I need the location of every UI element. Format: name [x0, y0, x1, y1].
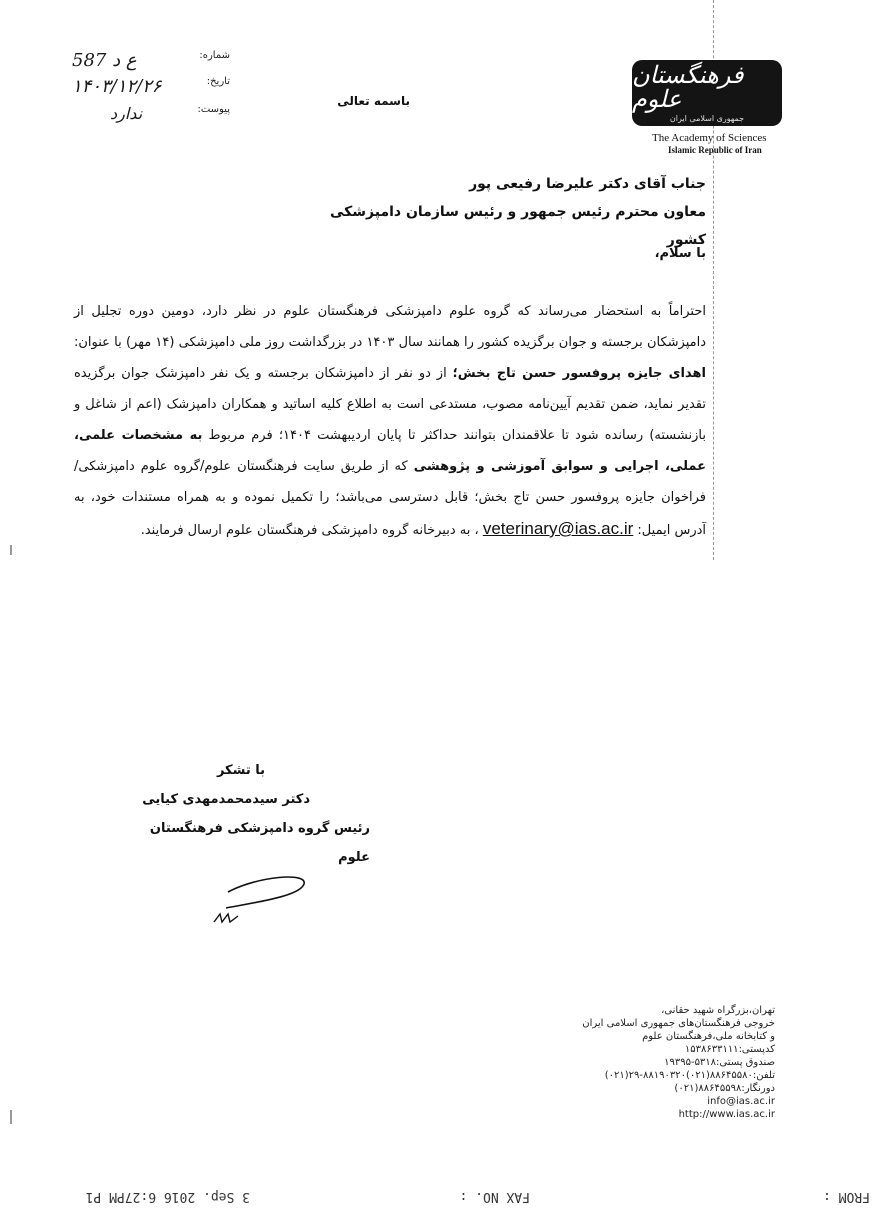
signer-name: دکتر سیدمحمدمهدی کیایی	[142, 792, 310, 807]
award-title: اهدای جایزه پروفسور حسن تاج بخش؛	[452, 366, 706, 381]
number-label: شماره:	[199, 50, 230, 61]
footer-address	[560, 1004, 775, 1121]
email-link[interactable]: veterinary@ias.ac.ir	[482, 519, 634, 538]
footer-email[interactable]: info@ias.ac.ir	[707, 1096, 775, 1107]
footer-po-box: صندوق پستی:۵۳۱۸-۱۹۳۹۵	[664, 1057, 775, 1068]
greeting: با سلام،	[654, 246, 706, 261]
body-paragraph-request: از دو نفر از دامپزشکان برجسته و یک نفر دامپزشک جوان برگزیده تقدیر نماید، ضمن تقدیم آیین‌نامه مصوب، مستدعی است به اطلاع کلیه اساتید و همکاران دامپزشک (اعم از شاغل و بازنشسته) رسانده شود تا علاقمندان بتوانند حداکثر تا پایان اردیبهشت ۱۴۰۴؛ فرم مربوط	[74, 366, 706, 443]
body-paragraph-closing: ، به دبیرخانه گروه دامپزشکی فرهنگستان علوم ارسال فرمایند.	[140, 523, 479, 538]
scan-mark	[10, 545, 12, 555]
academy-english-line1: The Academy of Sciences	[652, 132, 767, 144]
handwritten-signature	[208, 862, 318, 932]
number-value: 587 ع د	[72, 50, 137, 71]
letter-body	[74, 296, 706, 546]
basmala-heading: باسمه تعالی	[337, 94, 410, 108]
footer-line: خروجی فرهنگستان‌های جمهوری اسلامی ایران	[582, 1018, 775, 1029]
footer-line: تهران،بزرگراه شهید حقانی،	[661, 1005, 775, 1016]
fax-number: FAX NO. :	[459, 1189, 530, 1204]
body-paragraph-intro: احتراماً به استحضار می‌رساند که گروه علوم دامپزشکی فرهنگستان علوم در نظر دارد، دومین دوره تجلیل از دامپزشکان برجسته و جوان برگزیده کشور را همانند سال ۱۴۰۳ در بزرگداشت روز ملی دامپزشکی (۱۴ مهر) با عنوان:	[74, 304, 706, 350]
addressee-title: معاون محترم رئیس جمهور و رئیس سازمان دامپزشکی کشور	[329, 204, 706, 248]
letter-reference-stamp	[58, 50, 230, 135]
academy-english-line2: Islamic Republic of Iran	[668, 145, 762, 155]
academy-english-name	[652, 132, 782, 156]
addressee-name: جناب آقای دکتر علیرضا رفیعی پور	[469, 176, 706, 192]
body-paragraph-access: که از طریق سایت فرهنگستان علوم/گروه علوم دامپزشکی/ فراخوان جایزه پروفسور حسن تاج بخش؛ قابل دسترسی می‌باشد؛ را تکمیل نموده و به همراه مستندات خود، به آدرس ایمیل:	[74, 459, 706, 538]
scan-mark	[10, 1110, 12, 1124]
criteria-text: به مشخصات علمی، عملی، اجرایی و سوابق آموزشی و پژوهشی	[74, 428, 706, 474]
fax-transmission-line	[20, 1184, 870, 1204]
closing-thanks: با تشکر	[216, 763, 265, 778]
attachment-value: ندارد	[110, 104, 143, 123]
fax-from: FROM :	[823, 1189, 870, 1204]
footer-line: و کتابخانه ملی،فرهنگستان علوم	[642, 1031, 775, 1042]
date-value: ۱۴۰۳/۱۲/۲۶	[72, 76, 162, 97]
addressee-block	[286, 170, 706, 254]
footer-postal-code: کدپستی:۱۵۳۸۶۳۳۱۱۱	[684, 1044, 775, 1055]
fax-datetime: 3 Sep. 2016 6:27PM P1	[85, 1189, 250, 1204]
signature-block	[120, 756, 370, 872]
signer-title: رئیس گروه دامپزشکی فرهنگستان علوم	[149, 821, 370, 865]
date-label: تاریخ:	[206, 76, 230, 87]
footer-website[interactable]: http://www.ias.ac.ir	[678, 1109, 775, 1120]
attachment-label: پیوست:	[197, 104, 230, 115]
footer-fax: دورنگار:۸۸۶۴۵۵۹۸(۰۲۱)	[674, 1083, 775, 1094]
footer-phone: تلفن:۸۸۶۴۵۵۸۰(۰۲۱)۸۸۱۹۰۳۲۰-۲۹(۰۲۱)	[604, 1070, 775, 1081]
logo-persian-name: فرهنگستان علوم	[632, 61, 744, 113]
academy-logo	[632, 60, 782, 126]
logo-persian-sub: جمهوری اسلامی ایران	[669, 114, 745, 123]
